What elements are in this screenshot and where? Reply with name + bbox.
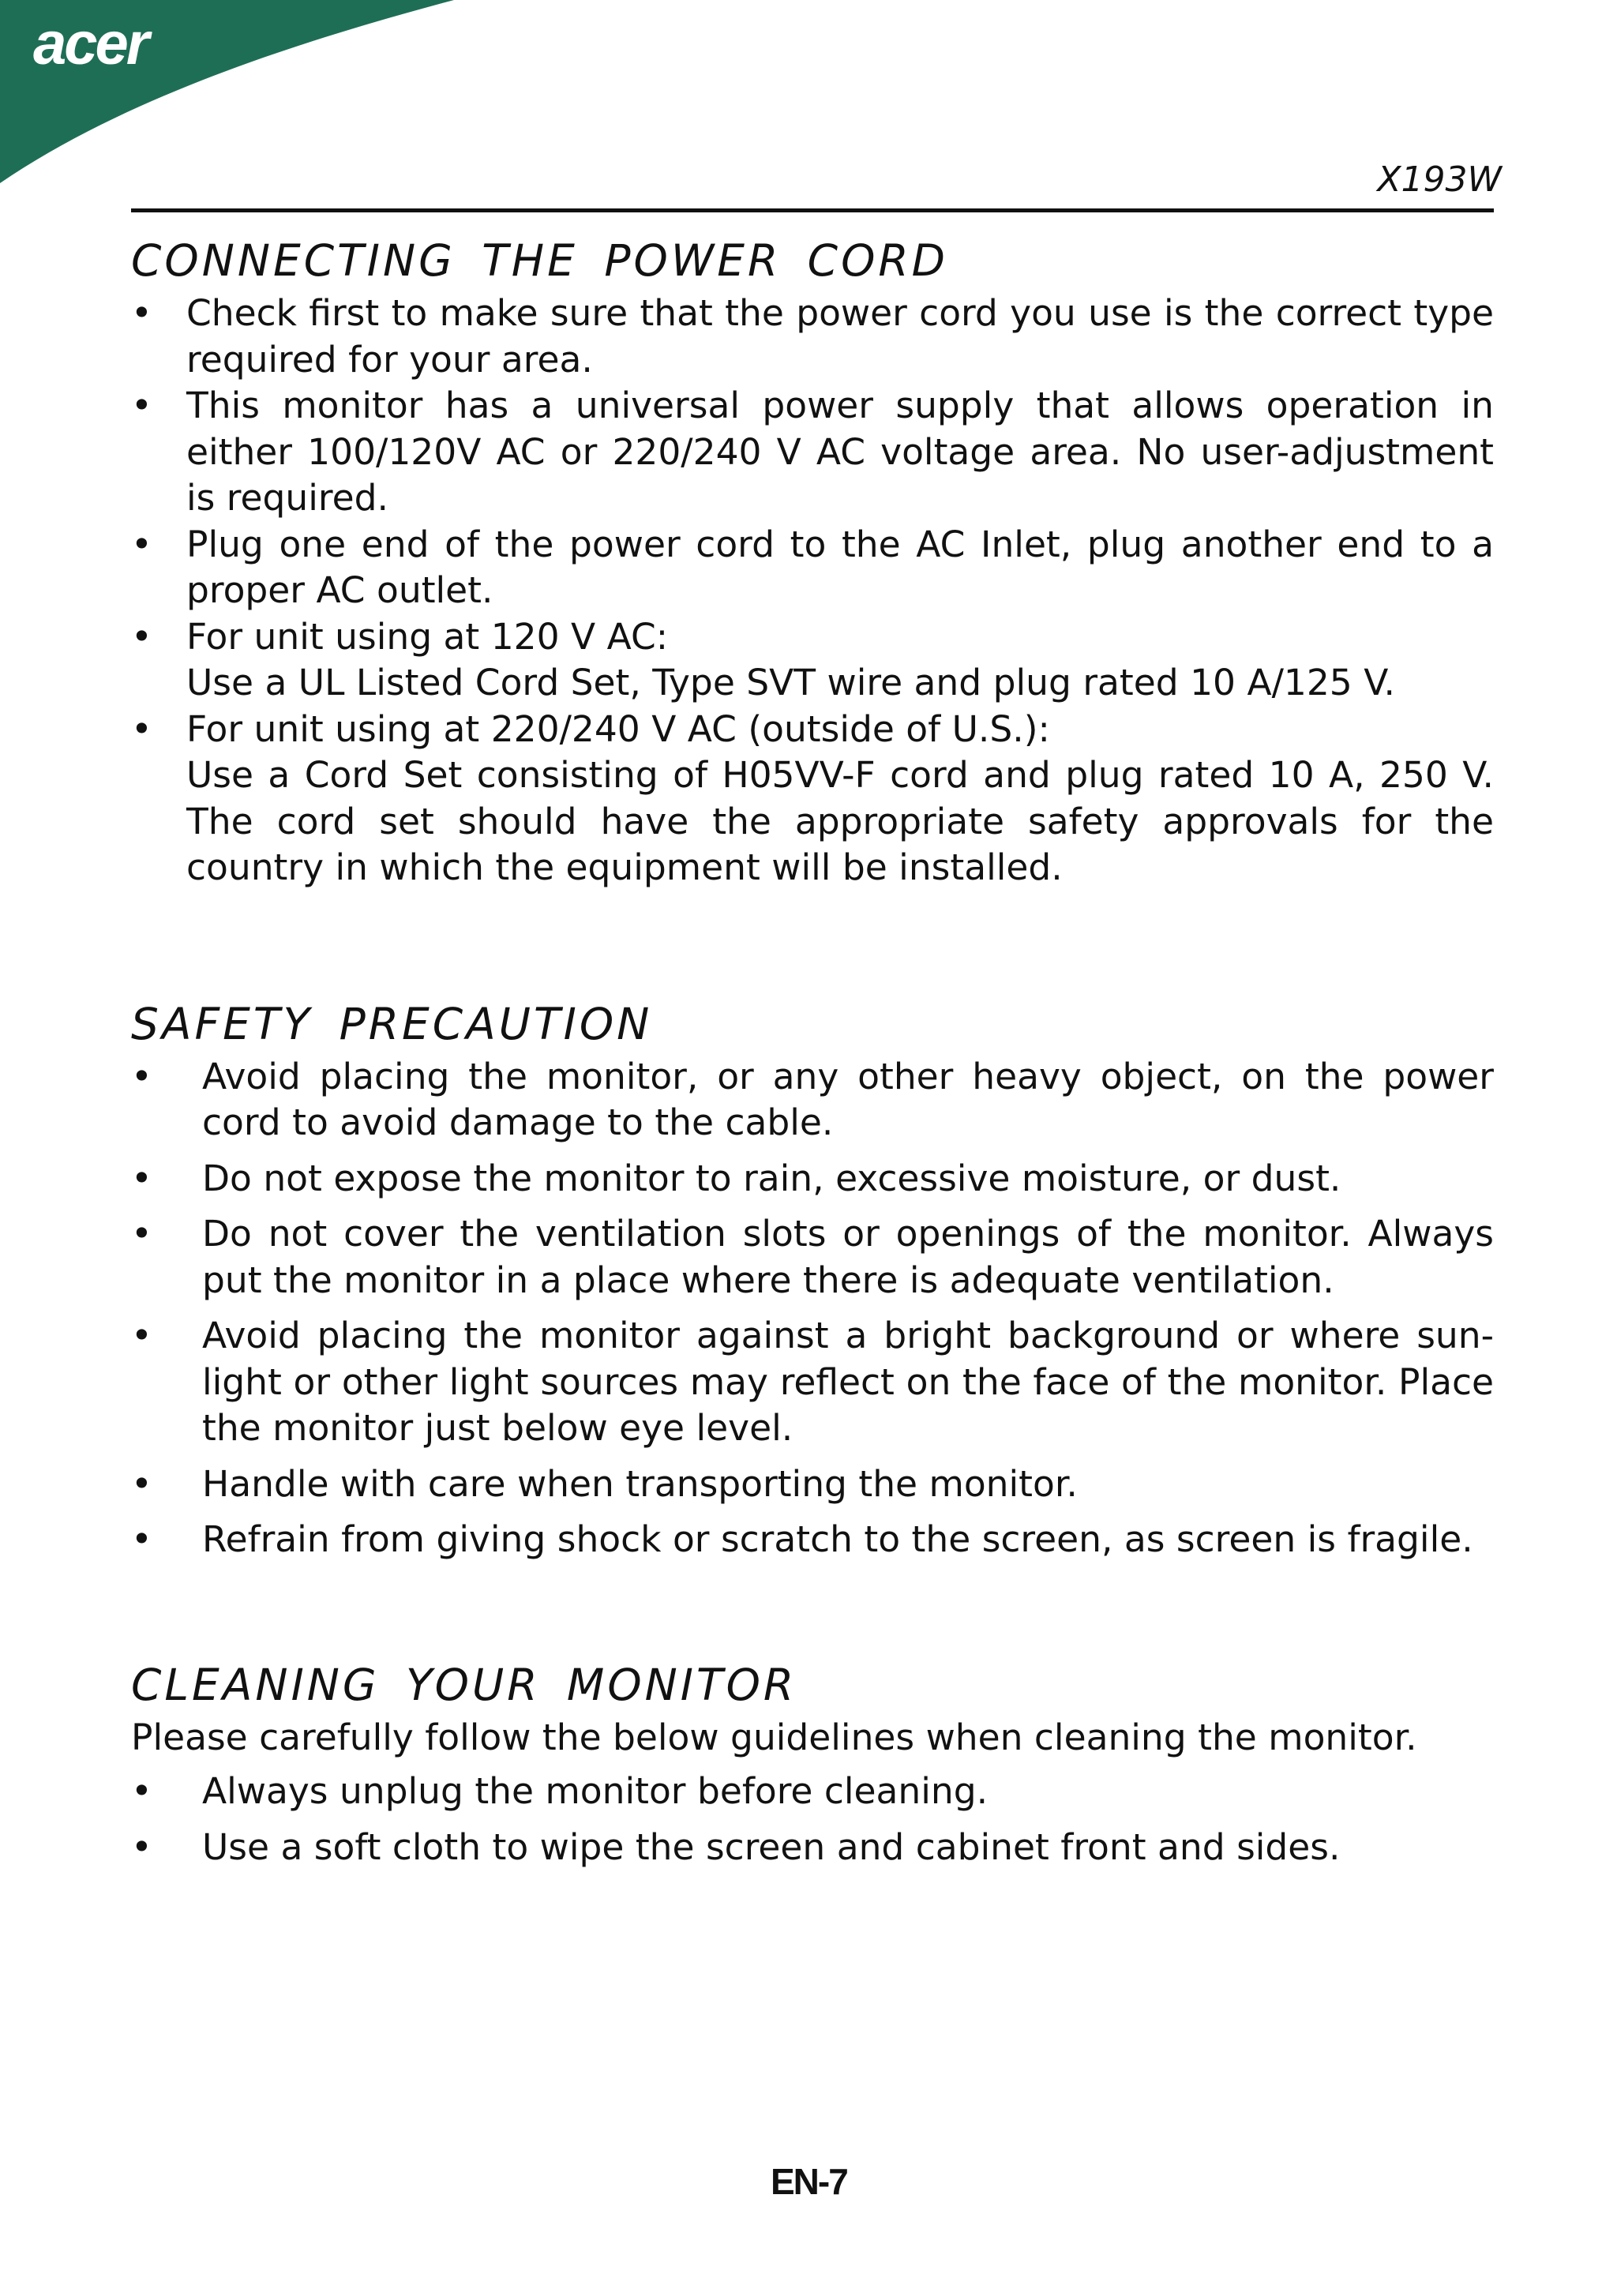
list-item (131, 1461, 1494, 1508)
list-item-text: Check first to make sure that the power cord you use is the correct type required for your area. (186, 292, 1494, 381)
list-item (131, 1769, 1494, 1815)
list-item (131, 383, 1494, 522)
bullet-icon: • (131, 1518, 152, 1560)
list-item (131, 1313, 1494, 1452)
cleaning-list (131, 1769, 1494, 1870)
section-safety-precaution (131, 994, 1494, 1563)
bullet-icon: • (131, 1157, 152, 1199)
list-item-text: Avoid placing the monitor, or any other heavy object, on the power cord to avoid damage to the cable. (202, 1055, 1494, 1143)
section-title-safety: SAFETY PRECAUTION (131, 998, 653, 1049)
list-item-text: Handle with care when transporting the monitor. (202, 1462, 1078, 1505)
power-cord-list (131, 291, 1494, 891)
list-item (131, 614, 1494, 707)
list-item (131, 707, 1494, 891)
section-connecting-power-cord (131, 231, 1494, 891)
list-item-text: Always unplug the monitor before cleaning. (202, 1770, 989, 1812)
list-item (131, 1211, 1494, 1304)
list-item-detail: Use a UL Listed Cord Set, Type SVT wire and plug rated 10 A/125 V. (186, 662, 1395, 703)
list-item-text: This monitor has a universal power supply that allows operation in either 100/120V AC or 220/240 V AC voltage area. No user-adjustment is required. (186, 385, 1494, 519)
section-cleaning-monitor (131, 1655, 1494, 1871)
list-item-text: For unit using at 120 V AC: (186, 615, 669, 658)
bullet-icon: • (131, 1825, 152, 1868)
bullet-icon: • (131, 1055, 152, 1097)
list-item (131, 522, 1494, 614)
bullet-icon: • (131, 1213, 152, 1255)
section-title-cleaning: CLEANING YOUR MONITOR (131, 1659, 797, 1710)
list-item-text: Plug one end of the power cord to the AC Inlet, plug another end to a proper AC outlet. (186, 523, 1494, 611)
cleaning-intro: Please carefully follow the below guidelines when cleaning the monitor. (131, 1716, 1417, 1758)
bullet-icon: • (131, 523, 152, 565)
list-item-text: Use a soft cloth to wipe the screen and cabinet front and sides. (202, 1825, 1341, 1868)
list-item (131, 1825, 1494, 1871)
list-item-detail: Use a Cord Set consisting of H05VV-F cord and plug rated 10 A, 250 V. The cord set should have the appropriate safety approvals for the country in which the equipment will be installed. (186, 754, 1494, 888)
list-item (131, 1156, 1494, 1202)
bullet-icon: • (131, 1462, 152, 1505)
list-item-text: For unit using at 220/240 V AC (outside of U.S.): (186, 707, 1050, 750)
list-item-text: Avoid placing the monitor against a bright background or where sun-light or other light sources may reflect on the face of the monitor. Place the monitor just below eye level. (202, 1315, 1494, 1449)
acer-logo: acer (33, 10, 148, 77)
section-title-power: CONNECTING THE POWER CORD (131, 235, 948, 286)
list-item-text: Do not cover the ventilation slots or openings of the monitor. Always put the monitor in a place where there is adequate ventilation. (202, 1213, 1494, 1301)
list-item (131, 1054, 1494, 1146)
header-rule (131, 208, 1494, 212)
bullet-icon: • (131, 385, 152, 426)
safety-list (131, 1054, 1494, 1563)
bullet-icon: • (131, 1315, 152, 1356)
bullet-icon: • (131, 615, 152, 658)
list-item-text: Refrain from giving shock or scratch to the screen, as screen is fragile. (202, 1518, 1473, 1560)
model-number: X193W (1377, 159, 1502, 200)
list-item (131, 1517, 1494, 1563)
bullet-icon: • (131, 1770, 152, 1812)
page-number: EN-7 (771, 2161, 847, 2202)
bullet-icon: • (131, 292, 152, 334)
page-content (131, 231, 1494, 1880)
bullet-icon: • (131, 707, 152, 750)
list-item (131, 291, 1494, 383)
list-item-text: Do not expose the monitor to rain, excessive moisture, or dust. (202, 1157, 1341, 1199)
